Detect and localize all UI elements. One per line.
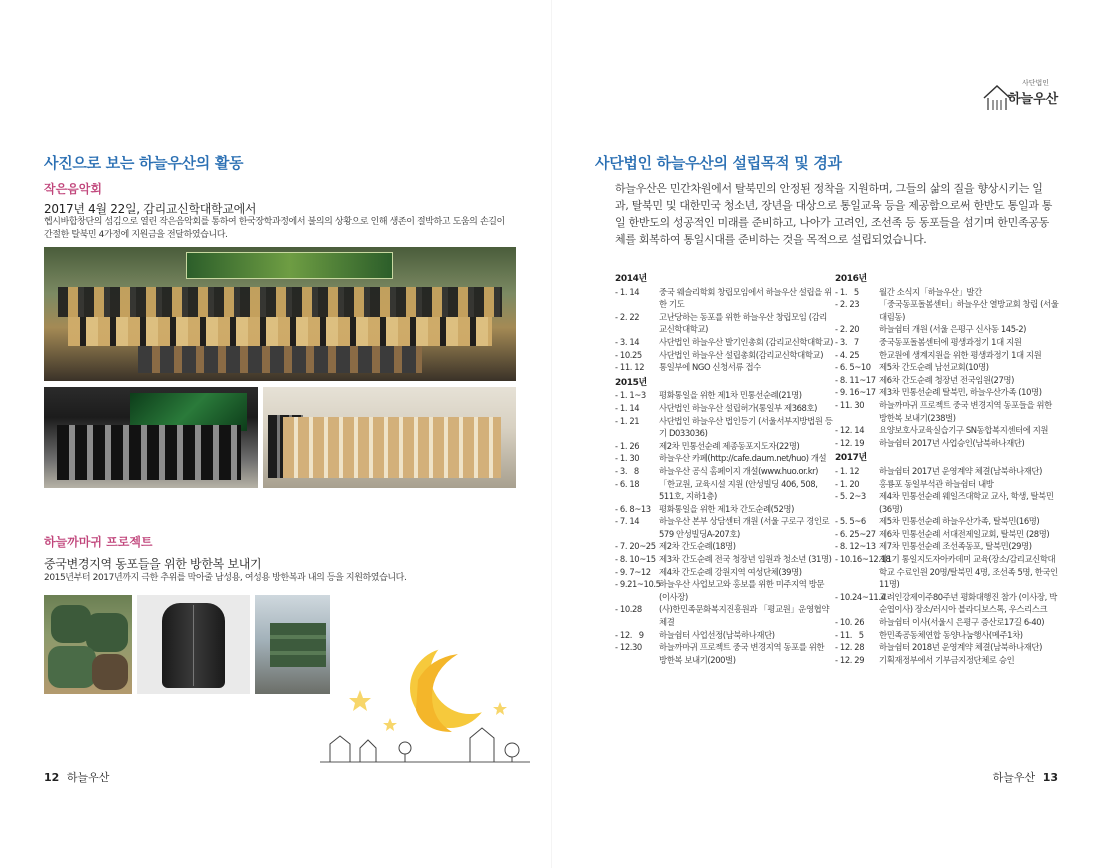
timeline-date: - 12. 19	[835, 437, 865, 448]
timeline-entry	[835, 515, 1061, 528]
timeline-date: - 5. 2~3	[835, 491, 866, 502]
timeline-date: - 10.24~11.4	[835, 591, 886, 602]
timeline-year: 2017년	[835, 453, 867, 464]
timeline-entry	[615, 578, 833, 603]
timeline-entry	[835, 349, 1061, 362]
timeline-entry	[835, 641, 1061, 654]
timeline-date: - 6. 25~27	[835, 528, 876, 539]
timeline-entry	[835, 374, 1061, 387]
timeline-date: - 8. 12~13	[835, 541, 876, 552]
concert-headline: 2017년 4월 22일, 감리교신학대학교에서	[44, 202, 257, 216]
timeline-date: - 7. 14	[615, 516, 640, 527]
timeline-entry	[835, 437, 1061, 450]
timeline-date: - 5. 5~6	[835, 516, 866, 527]
left-page-number: 12	[44, 771, 60, 784]
timeline-text: 하늘쉼터 이사(서울시 은평구 증산로17길 6-40)	[879, 617, 1045, 628]
project-sub-title: 하늘까마귀 프로젝트	[44, 535, 153, 549]
timeline-date: - 11. 30	[835, 399, 865, 410]
left-page-footer	[44, 769, 109, 785]
timeline-entry	[615, 440, 833, 453]
timeline-text: 제4차 간도순례 강원지역 여성단체(39명)	[659, 566, 802, 577]
timeline-date: - 1. 21	[615, 415, 640, 426]
timeline-date: - 8. 11~17	[835, 374, 876, 385]
timeline-date: - 11. 12	[615, 362, 645, 373]
timeline-entry	[835, 553, 1061, 591]
timeline-date: - 2. 20	[835, 324, 860, 335]
timeline-date: - 12. 14	[835, 425, 865, 436]
timeline-entry	[835, 298, 1061, 323]
winter-jacket-photo	[137, 595, 250, 694]
timeline-text: 월간 소식지「하늘우산」발간	[879, 286, 982, 297]
timeline-date: - 9. 7~12	[615, 566, 651, 577]
timeline-text: 기획재정부에서 기부금지정단체로 승인	[879, 654, 1015, 665]
timeline-date: - 9.21~10.5	[615, 579, 661, 590]
timeline-entry	[835, 591, 1061, 616]
timeline-entry	[835, 616, 1061, 629]
timeline-text: 하늘까마귀 프로젝트 중국 변경지역 동포들을 위한 방한복 보내기(238벌)	[879, 399, 1052, 423]
timeline-text: 제2차 간도순례(18명)	[659, 541, 736, 552]
timeline-entry	[615, 389, 833, 402]
female-choir-photo	[263, 387, 516, 488]
timeline-date: - 2. 23	[835, 299, 860, 310]
timeline-text: 평화통일을 위한 제1차 간도순례(52명)	[659, 503, 794, 514]
timeline-text: 고난당하는 동포를 위한 하늘우산 창립모임 (감리교신학대학교)	[659, 311, 827, 335]
timeline-text: 제6차 민통선순례 서대전제일교회, 탈북민 (28명)	[879, 528, 1050, 539]
timeline-text: 하늘우산 사업보고와 홍보를 위한 미주지역 방문(이사장)	[659, 579, 825, 602]
timeline-entry	[615, 311, 833, 336]
timeline-entry	[615, 540, 833, 553]
timeline-text: 하늘쉼터 2017년 사업승인(남북하나재단)	[879, 437, 1025, 448]
timeline-date: - 9. 16~17	[835, 387, 876, 398]
timeline-entry	[835, 654, 1061, 667]
timeline-column-right	[835, 270, 1061, 666]
timeline-entry	[835, 424, 1061, 437]
timeline-text: 하늘우산 공식 홈페이지 개설(www.huo.or.kr)	[659, 465, 819, 476]
timeline-date: - 3. 7	[835, 336, 859, 347]
timeline-text: 고려인강제이주80주년 평화대행진 참가 (이사장, 박순엽이사) 장소/러시아 블라디보스톡, 우스리스크	[879, 591, 1057, 615]
timeline-entry	[615, 415, 833, 440]
timeline-date: - 10.25	[615, 349, 642, 360]
timeline-entry	[835, 336, 1061, 349]
timeline-date: - 4. 25	[835, 349, 860, 360]
project-headline: 중국변경지역 동포들을 위한 방한복 보내기	[44, 557, 262, 571]
timeline-date: - 12.30	[615, 642, 642, 653]
timeline-text: 하늘우산 본부 상담센터 개원 (서울 구로구 경인로 579 안성빌딩A-207호)	[659, 516, 830, 539]
timeline-entry	[835, 478, 1061, 491]
timeline-date: - 1. 12	[835, 465, 860, 476]
timeline-entry	[835, 399, 1061, 424]
timeline-year: 2015년	[615, 377, 647, 388]
timeline-text: 한교원에 생계지원을 위한 평생과정기 1대 지원	[879, 349, 1042, 360]
timeline-date: - 12. 28	[835, 642, 865, 653]
timeline-date: - 6. 18	[615, 478, 640, 489]
timeline-year: 2014년	[615, 274, 647, 284]
timeline-text: 제4차 민통선순례 웨일즈대학교 교사, 학생, 탈북민(36명)	[879, 491, 1054, 514]
brand-logo	[982, 78, 1062, 118]
timeline-entry	[615, 402, 833, 415]
timeline-text: 제5차 간도순례 남선교회(10명)	[879, 362, 989, 373]
timeline-entry	[615, 452, 833, 465]
timeline-entry	[615, 629, 833, 642]
timeline-entry	[615, 349, 833, 362]
timeline-date: - 1. 14	[615, 286, 640, 297]
relief-bags-photo	[44, 595, 132, 694]
timeline-text: 사단법인 하늘우산 발기인총회 (감리교신학대학교)	[659, 336, 834, 347]
timeline-entry	[615, 478, 833, 503]
timeline-entry	[835, 323, 1061, 336]
timeline-text: 제5차 민통선순례 하늘우산가족, 탈북민(16명)	[879, 516, 1040, 527]
timeline-text: 제7차 민통선순례 조선족동포, 탈북민(29명)	[879, 541, 1032, 552]
timeline-text: 요양보호사교육실습기구 SN동합복지센터에 지원	[879, 425, 1049, 436]
timeline-text: 사단법인 하늘우산 설립허가(통일부 제368호)	[659, 402, 818, 413]
timeline-column-left	[615, 270, 833, 666]
timeline-text: 하늘쉼터 개원 (서울 은평구 신사동 145-2)	[879, 324, 1027, 335]
timeline-text: 「중국동포돌봄센터」하늘우산 열방교회 창립 (서울 대림동)	[879, 299, 1059, 322]
timeline-date: - 1. 1~3	[615, 390, 646, 401]
timeline-date: - 12. 29	[835, 654, 865, 665]
timeline-text: 「한교원, 교육시설 지원 (안성빌딩 406, 508, 511호, 지하1층)	[659, 478, 818, 502]
timeline-entry	[615, 603, 833, 628]
purpose-paragraph: 하늘우산은 민간차원에서 탈북민의 안정된 정착을 지원하며, 그들의 삶의 질을 향상시키는 일과, 탈북민 및 대한민국 청소년, 장년을 대상으로 통일교육 등을 제공함으로써 한반도 통일과 통일 한반도의 성공적인 미래를 준비하고, 나아가 고려인, 조선족 등 동포들을 섬기며 한민족공동체를 회복하여 통일시대를 준비하는 것을 목적으로 설립되었습니다.	[615, 182, 1053, 246]
timeline-entry	[835, 528, 1061, 541]
concert-body: 헵시바합창단의 섬김으로 열린 작은음악회를 통하여 한국장학과정에서 불의의 상황으로 인해 생존이 절박하고 도움의 손길이 간절한 탈북민 4가정에 지원금을 전달하였습니다.	[44, 217, 505, 240]
timeline-date: - 1. 20	[835, 478, 860, 489]
timeline-year: 2016년	[835, 274, 867, 284]
right-page	[551, 0, 1102, 868]
timeline-text: 사단법인 하늘우산 법인등기 (서울서부지방법원 등기 D033036)	[659, 415, 833, 439]
timeline-text: 평화통일을 위한 제1차 민통선순례(21명)	[659, 390, 802, 401]
concert-group-photo	[44, 247, 516, 381]
timeline-entry	[615, 286, 833, 311]
timeline-date: - 1. 14	[615, 402, 640, 413]
timeline-entry	[615, 566, 833, 579]
right-page-number: 13	[1042, 771, 1058, 784]
timeline-text: 사단법인 하늘우산 설립총회(감리교신학대학교)	[659, 349, 824, 360]
timeline-entry	[835, 286, 1061, 299]
concert-sub-title: 작은음악회	[44, 182, 102, 196]
timeline-text: 중국 웨슬리학회 창립모임에서 하늘우산 설립을 위한 기도	[659, 286, 832, 310]
timeline-entry	[835, 540, 1061, 553]
timeline-entry	[615, 465, 833, 478]
decorative-moon-illustration	[320, 640, 530, 770]
timeline-date: - 3. 14	[615, 336, 640, 347]
timeline-entry	[835, 386, 1061, 399]
logo-name: 하늘우산	[1008, 92, 1059, 107]
timeline-date: - 1. 5	[835, 286, 859, 297]
timeline-text: 하늘까마귀 프로젝트 중국 변경지역 동포를 위한 방한복 보내기(200벌)	[659, 642, 825, 665]
timeline-date: - 6. 5~10	[835, 362, 871, 373]
timeline-text: 하늘쉼터 2017년 운영계약 체결(남북하나재단)	[879, 465, 1042, 476]
timeline-date: - 3. 8	[615, 465, 639, 476]
timeline-date: - 10.16~12.18	[835, 554, 891, 565]
left-section-title: 사진으로 보는 하늘우산의 활동	[44, 154, 244, 172]
timeline-entry	[615, 503, 833, 516]
left-footer-brand: 하늘우산	[66, 771, 110, 784]
timeline-entry	[615, 553, 833, 566]
timeline-entry	[615, 361, 833, 374]
timeline-entry	[835, 465, 1061, 478]
timeline-text: 제1기 통일지도자아카데미 교육(장소/감리교신학대학교 수료인원 20명/탈북민 4명, 조선족 5명, 한국인 11명)	[879, 554, 1058, 590]
timeline-entry	[835, 361, 1061, 374]
timeline-text: 제6차 간도순례 청장년 전국임원(27명)	[879, 374, 1014, 385]
timeline-date: - 8. 10~15	[615, 554, 656, 565]
timeline-date: - 1. 26	[615, 440, 640, 451]
timeline-date: - 11. 5	[835, 629, 864, 640]
timeline-text: 제2차 민통선순례 제종동포지도자(22명)	[659, 440, 800, 451]
right-section-title: 사단법인 하늘우산의 설립목적 및 경과	[595, 154, 842, 172]
timeline-date: - 1. 30	[615, 453, 640, 464]
timeline-date: - 7. 20~25	[615, 541, 656, 552]
timeline-text: 하늘쉼터 사업선정(남북하나재단)	[659, 629, 775, 640]
right-footer-brand: 하늘우산	[992, 771, 1036, 784]
timeline-date: - 10.28	[615, 604, 642, 615]
timeline-text: 한민족공동체연합 동양나눔행사(메주1차)	[879, 629, 1023, 640]
timeline-entry	[835, 629, 1061, 642]
timeline-text: 홍룡포 동일부석관 하늘쉼터 내방	[879, 478, 994, 489]
timeline-entry	[615, 336, 833, 349]
timeline-text: 중국동포돌봄센터에 평생과정기 1대 지원	[879, 336, 1022, 347]
timeline-date: - 12. 9	[615, 629, 644, 640]
timeline-text: 제3차 간도순례 전국 청장년 임원과 청소년 (31명)	[659, 554, 832, 565]
logo-small-text: 사단법인	[1022, 79, 1050, 87]
right-page-footer	[993, 769, 1058, 785]
truck-loading-photo	[255, 595, 330, 694]
timeline-text: 통일부에 NGO 신청서류 접수	[659, 362, 761, 373]
timeline-entry	[615, 641, 833, 666]
timeline-text: 제3차 민통선순례 탈북민, 하늘우산가족 (10명)	[879, 387, 1042, 398]
timeline-date: - 6. 8~13	[615, 503, 651, 514]
timeline-entry	[835, 490, 1061, 515]
project-body: 2015년부터 2017년까지 극한 추위를 막아줄 남성용, 여성용 방한복과 내의 등을 지원하였습니다.	[44, 573, 407, 583]
timeline-text: 하늘쉼터 2018년 운영계약 체결(남북하나재단)	[879, 642, 1042, 653]
timeline-text: (사)한민족문화복지진흥원과 「평교원」운영협약 체결	[659, 604, 830, 628]
male-choir-photo	[44, 387, 258, 488]
timeline-text: 하늘우산 카페(http://cafe.daum.net/huo) 개설	[659, 453, 827, 464]
timeline-date: - 2. 22	[615, 311, 640, 322]
timeline-entry	[615, 515, 833, 540]
timeline-date: - 10. 26	[835, 617, 865, 628]
